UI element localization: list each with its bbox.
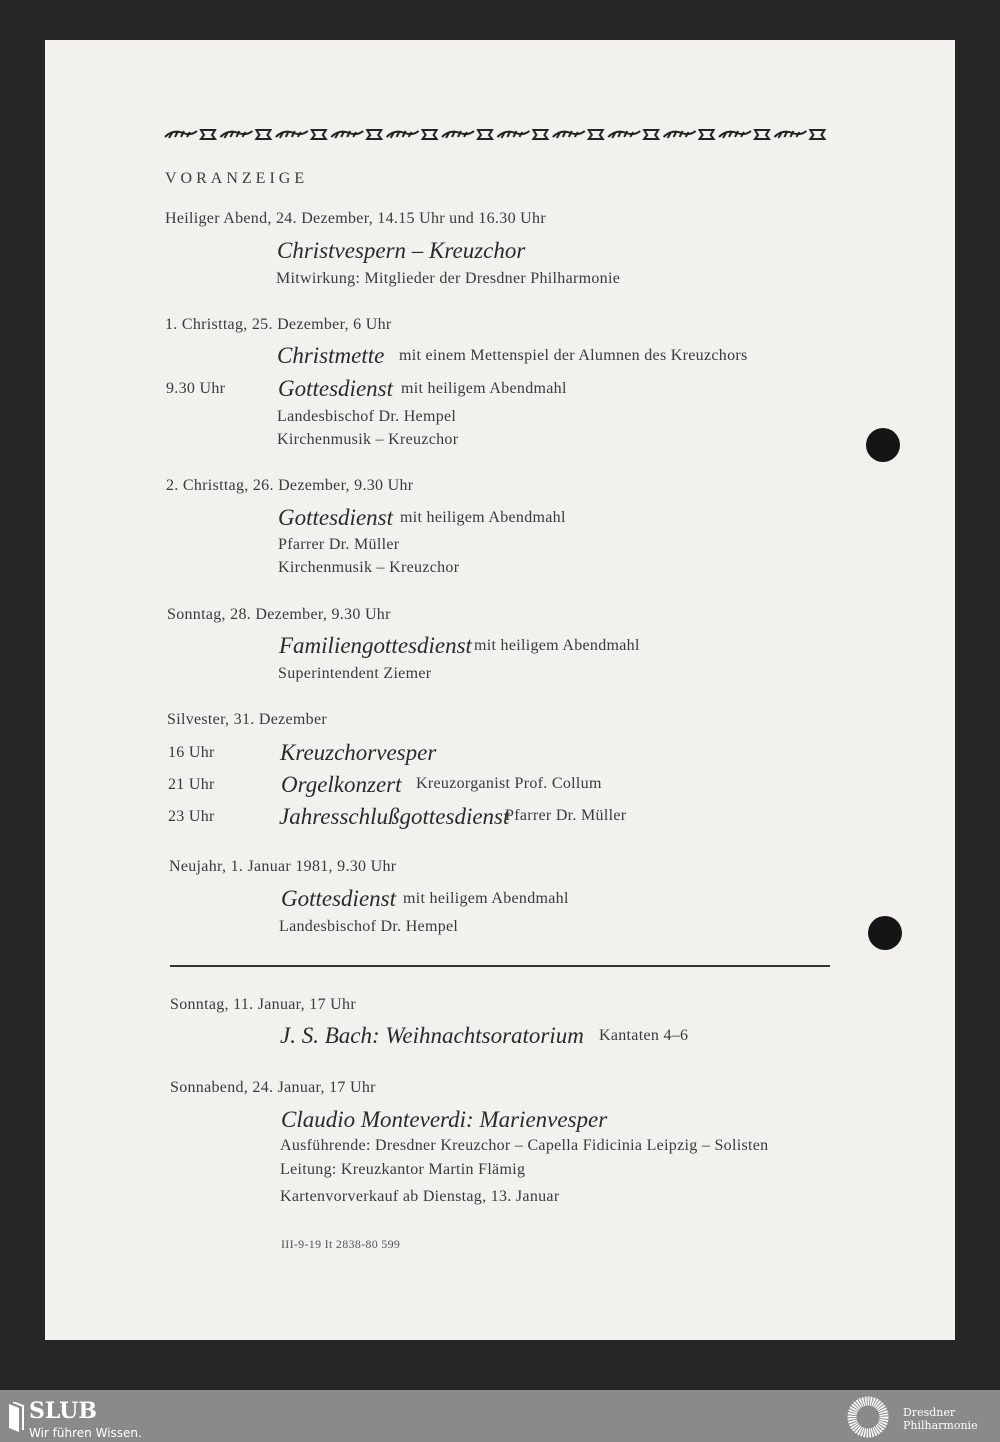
event-detail: Leitung: Kreuzkantor Martin Flämig: [280, 1161, 526, 1178]
event-title: Christvespern – Kreuzchor: [277, 238, 526, 263]
event-detail: Kirchenmusik – Kreuzchor: [278, 559, 460, 576]
event-detail: Landesbischof Dr. Hempel: [279, 918, 459, 935]
slub-book-icon: [7, 1402, 25, 1434]
footer-bar: [0, 1390, 1000, 1442]
event-date: Silvester, 31. Dezember: [167, 711, 327, 728]
event-detail: Superintendent Ziemer: [278, 665, 432, 682]
divider: [170, 965, 830, 967]
event-time: 21 Uhr: [168, 776, 215, 793]
event-detail: Landesbischof Dr. Hempel: [277, 408, 457, 425]
event-time: 23 Uhr: [168, 808, 215, 825]
event-note: Kreuzorganist Prof. Collum: [416, 775, 602, 792]
ornament-border: [163, 127, 828, 141]
event-date: 1. Christtag, 25. Dezember, 6 Uhr: [165, 316, 392, 333]
event-note: Kantaten 4–6: [599, 1027, 689, 1044]
event-date: Sonnabend, 24. Januar, 17 Uhr: [170, 1079, 376, 1096]
punch-hole: [868, 916, 902, 950]
event-note: mit heiligem Abendmahl: [474, 637, 640, 654]
print-code: III-9-19 It 2838-80 599: [281, 1237, 401, 1251]
event-date: 2. Christtag, 26. Dezember, 9.30 Uhr: [166, 477, 414, 494]
event-date: Sonntag, 11. Januar, 17 Uhr: [170, 996, 356, 1013]
partner-name: [903, 1406, 978, 1432]
event-note: mit heiligem Abendmahl: [401, 380, 567, 397]
event-detail: Ausführende: Dresdner Kreuzchor – Capella Fidicinia Leipzig – Solisten: [280, 1137, 769, 1154]
philharmonie-logo-icon: [843, 1394, 893, 1440]
event-title: Gottesdienst: [278, 376, 393, 401]
slub-logo-text: SLUB: [29, 1398, 97, 1424]
event-title: Orgelkonzert: [281, 772, 402, 797]
event-date: Sonntag, 28. Dezember, 9.30 Uhr: [167, 606, 391, 623]
event-detail: Pfarrer Dr. Müller: [278, 536, 400, 553]
event-title: Familiengottesdienst: [279, 633, 472, 658]
event-date: Neujahr, 1. Januar 1981, 9.30 Uhr: [169, 858, 397, 875]
heading: VORANZEIGE: [165, 170, 309, 187]
event-title: Gottesdienst: [278, 505, 393, 530]
slub-tagline: Wir führen Wissen.: [29, 1426, 142, 1440]
event-date: Heiliger Abend, 24. Dezember, 14.15 Uhr und 16.30 Uhr: [165, 210, 546, 227]
event-title: Claudio Monteverdi: Marienvesper: [281, 1107, 608, 1132]
event-title: Gottesdienst: [281, 886, 396, 911]
event-detail: Kartenvorverkauf ab Dienstag, 13. Januar: [280, 1188, 560, 1205]
event-detail: Kirchenmusik – Kreuzchor: [277, 431, 459, 448]
partner-line-1: Dresdner: [903, 1406, 956, 1419]
event-title: Kreuzchorvesper: [280, 740, 437, 765]
event-note: mit heiligem Abendmahl: [400, 509, 566, 526]
punch-hole: [866, 428, 900, 462]
event-note: Pfarrer Dr. Müller: [505, 807, 627, 824]
event-time: 9.30 Uhr: [166, 380, 226, 397]
event-time: 16 Uhr: [168, 744, 215, 761]
event-detail: Mitwirkung: Mitglieder der Dresdner Philharmonie: [276, 270, 621, 287]
partner-line-2: Philharmonie: [903, 1419, 978, 1432]
event-title: Christmette: [277, 343, 385, 368]
event-title: Jahresschlußgottesdienst: [279, 804, 510, 829]
event-title: J. S. Bach: Weihnachtsoratorium: [280, 1023, 584, 1048]
event-note: mit einem Mettenspiel der Alumnen des Kreuzchors: [399, 347, 748, 364]
event-note: mit heiligem Abendmahl: [403, 890, 569, 907]
